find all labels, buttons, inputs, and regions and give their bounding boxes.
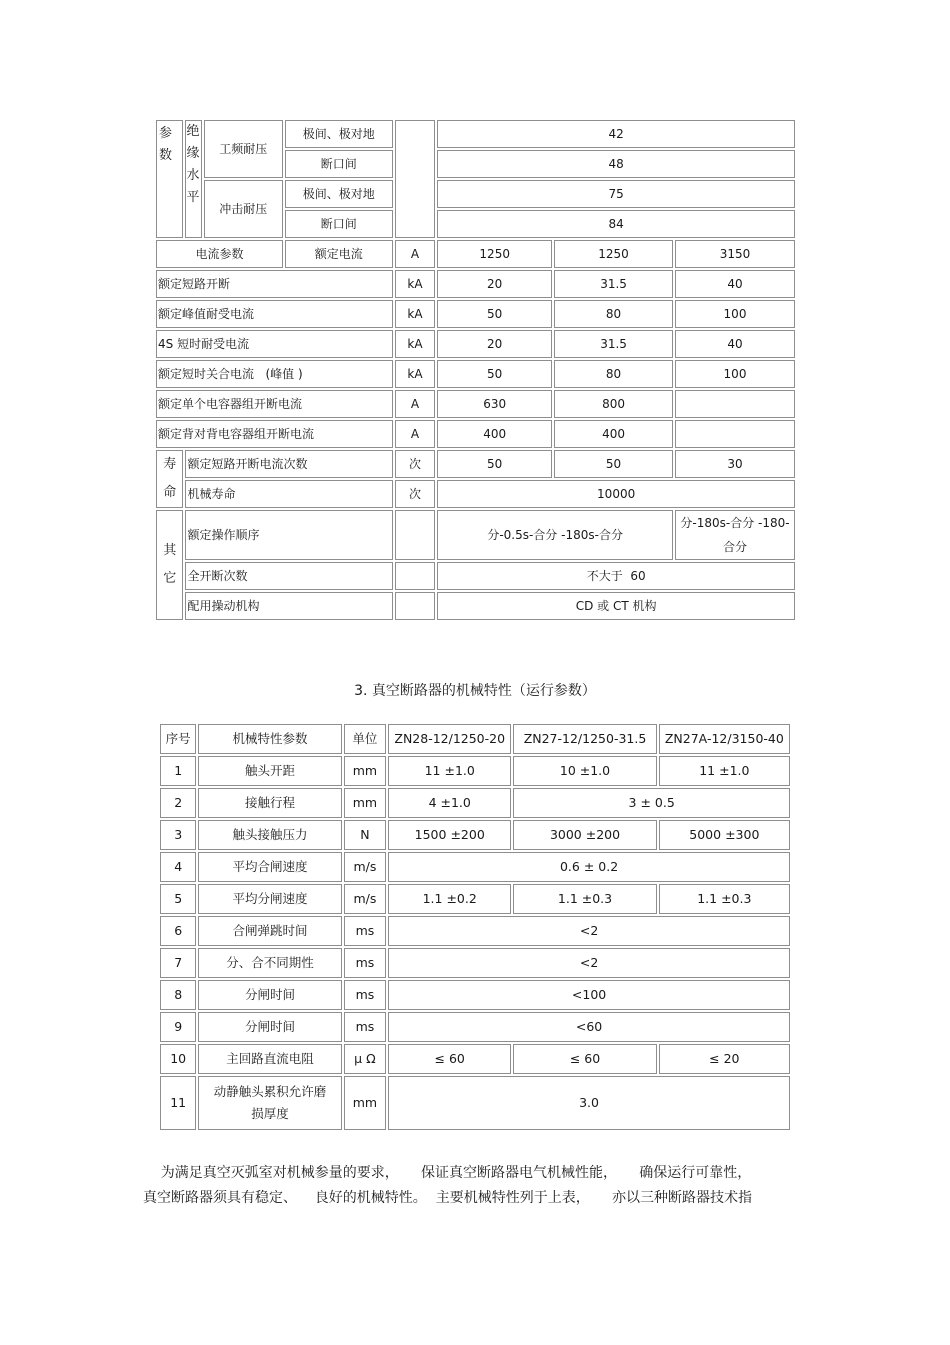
row-unit: A <box>395 240 436 268</box>
table-row <box>160 756 790 786</box>
row-unit: A <box>395 390 436 418</box>
row-name: 平均分闸速度 <box>198 884 341 914</box>
mechanical-characteristics-table <box>158 722 792 1132</box>
row-value: 3150 <box>675 240 795 268</box>
row-name: 额定背对背电容器组开断电流 <box>156 420 393 448</box>
other-label: 其 它 <box>156 510 183 620</box>
row-unit: 次 <box>395 450 436 478</box>
row-unit: kA <box>395 270 436 298</box>
row-no: 1 <box>160 756 196 786</box>
row-value: 30 <box>675 450 795 478</box>
row-value: 80 <box>554 300 673 328</box>
row-unit <box>395 562 436 590</box>
row-no: 2 <box>160 788 196 818</box>
row-value: 1250 <box>437 240 552 268</box>
row-unit: mm <box>344 788 386 818</box>
header-cell: ZN27A-12/3150-40 <box>659 724 790 754</box>
row-no: 4 <box>160 852 196 882</box>
row-name: 分闸时间 <box>198 1012 341 1042</box>
row-name: 机械寿命 <box>185 480 392 508</box>
row-value: 0.6 ± 0.2 <box>388 852 790 882</box>
row-value: ≤ 60 <box>388 1044 511 1074</box>
row-name: 分、合不同期性 <box>198 948 341 978</box>
row-value: 100 <box>675 300 795 328</box>
row-unit <box>395 510 436 560</box>
row-name: 主回路直流电阻 <box>198 1044 341 1074</box>
row-value: 800 <box>554 390 673 418</box>
header-cell: 单位 <box>344 724 386 754</box>
row-unit: ms <box>344 1012 386 1042</box>
row-unit: kA <box>395 360 436 388</box>
row-value: 1.1 ±0.2 <box>388 884 511 914</box>
header-cell: ZN28-12/1250-20 <box>388 724 511 754</box>
table-row <box>160 948 790 978</box>
row-value: 20 <box>437 270 552 298</box>
row-name: 动静触头累积允许磨 损厚度 <box>198 1076 341 1130</box>
row-value: 400 <box>554 420 673 448</box>
paragraph-line-2: 真空断路器须具有稳定、 良好的机械特性。 主要机械特性列于上表， 亦以三种断路器技术指 <box>143 1190 752 1206</box>
row-unit: ms <box>344 980 386 1010</box>
paragraph-line-1: 为满足真空灭弧室对机械参量的要求， 保证真空断路器电气机械性能， 确保运行可靠性， <box>143 1165 752 1181</box>
row-value: 11 ±1.0 <box>659 756 790 786</box>
row-value: 40 <box>675 270 795 298</box>
row-no: 7 <box>160 948 196 978</box>
row-value: 50 <box>437 450 552 478</box>
row-unit: ms <box>344 948 386 978</box>
row-name: 触头开距 <box>198 756 341 786</box>
row-unit: mm <box>344 1076 386 1130</box>
row-value: 50 <box>554 450 673 478</box>
full-break-value: 不大于 60 <box>437 562 795 590</box>
row-unit: m/s <box>344 852 386 882</box>
parameters-table <box>154 118 797 622</box>
param-label: 参 数 <box>156 120 183 238</box>
table-row <box>160 1012 790 1042</box>
row-value: 11 ±1.0 <box>388 756 511 786</box>
table-row <box>160 1076 790 1130</box>
row-name: 额定单个电容器组开断电流 <box>156 390 393 418</box>
op-seq-value-3: 分-180s-合分 -180- 合分 <box>675 510 795 560</box>
row-name: 额定短路开断 <box>156 270 393 298</box>
row-name: 额定短时关合电流 (峰值 ) <box>156 360 393 388</box>
header-cell: 机械特性参数 <box>198 724 341 754</box>
fracture-label: 断口间 <box>285 150 393 178</box>
pf-fracture-value: 48 <box>437 150 795 178</box>
row-value: 10 ±1.0 <box>513 756 656 786</box>
row-name: 分闸时间 <box>198 980 341 1010</box>
row-value: 31.5 <box>554 270 673 298</box>
row-unit: ms <box>344 916 386 946</box>
current-params-label: 电流参数 <box>156 240 283 268</box>
pole-label: 极间、极对地 <box>285 120 393 148</box>
imp-pole-value: 75 <box>437 180 795 208</box>
row-no: 5 <box>160 884 196 914</box>
row-value: <60 <box>388 1012 790 1042</box>
row-value: 630 <box>437 390 552 418</box>
table-row <box>160 1044 790 1074</box>
row-value: 3 ± 0.5 <box>513 788 790 818</box>
table-row <box>160 788 790 818</box>
row-value: 40 <box>675 330 795 358</box>
row-name: 接触行程 <box>198 788 341 818</box>
pf-pole-value: 42 <box>437 120 795 148</box>
header-cell: ZN27-12/1250-31.5 <box>513 724 656 754</box>
row-value <box>675 420 795 448</box>
row-value: 3000 ±200 <box>513 820 656 850</box>
row-value: <2 <box>388 948 790 978</box>
fracture-label: 断口间 <box>285 210 393 238</box>
row-no: 11 <box>160 1076 196 1130</box>
row-no: 10 <box>160 1044 196 1074</box>
row-no: 3 <box>160 820 196 850</box>
table-row <box>160 884 790 914</box>
row-value: 20 <box>437 330 552 358</box>
row-unit: 次 <box>395 480 436 508</box>
table-row <box>160 820 790 850</box>
row-name: 额定峰值耐受电流 <box>156 300 393 328</box>
row-name: 合闸弹跳时间 <box>198 916 341 946</box>
row-unit: mm <box>344 756 386 786</box>
table-caption: 3. 真空断路器的机械特性（运行参数） <box>354 683 596 699</box>
row-unit: kA <box>395 330 436 358</box>
row-name: 额定短路开断电流次数 <box>185 450 392 478</box>
header-cell: 序号 <box>160 724 196 754</box>
power-freq-label: 工频耐压 <box>204 120 283 178</box>
row-value: 50 <box>437 300 552 328</box>
row-value: <100 <box>388 980 790 1010</box>
row-name: 额定操作顺序 <box>185 510 392 560</box>
row-name: 4S 短时耐受电流 <box>156 330 393 358</box>
table-row <box>160 916 790 946</box>
row-name: 触头接触压力 <box>198 820 341 850</box>
row-unit: N <box>344 820 386 850</box>
row-value: 50 <box>437 360 552 388</box>
row-value: 4 ±1.0 <box>388 788 511 818</box>
row-value <box>675 390 795 418</box>
row-unit <box>395 592 436 620</box>
row-value: 1500 ±200 <box>388 820 511 850</box>
insulation-label: 绝 缘 水 平 <box>185 120 201 238</box>
row-name: 配用操动机构 <box>185 592 392 620</box>
row-value: 1.1 ±0.3 <box>513 884 656 914</box>
row-name: 平均合闸速度 <box>198 852 341 882</box>
life-label: 寿 命 <box>156 450 183 508</box>
row-value: ≤ 60 <box>513 1044 656 1074</box>
pole-label: 极间、极对地 <box>285 180 393 208</box>
row-value: 80 <box>554 360 673 388</box>
row-value: 3.0 <box>388 1076 790 1130</box>
row-unit: kA <box>395 300 436 328</box>
row-value: 100 <box>675 360 795 388</box>
table-row <box>160 852 790 882</box>
row-value: ≤ 20 <box>659 1044 790 1074</box>
unit-cell-empty <box>395 120 436 238</box>
row-value: 1.1 ±0.3 <box>659 884 790 914</box>
impulse-label: 冲击耐压 <box>204 180 283 238</box>
mechanism-value: CD 或 CT 机构 <box>437 592 795 620</box>
row-name: 全开断次数 <box>185 562 392 590</box>
row-unit: A <box>395 420 436 448</box>
table-row <box>160 980 790 1010</box>
row-name: 额定电流 <box>285 240 393 268</box>
op-seq-value: 分-0.5s-合分 -180s-合分 <box>437 510 673 560</box>
row-unit: μ Ω <box>344 1044 386 1074</box>
header-row <box>160 724 790 754</box>
row-value: 1250 <box>554 240 673 268</box>
row-value: <2 <box>388 916 790 946</box>
row-no: 9 <box>160 1012 196 1042</box>
row-no: 6 <box>160 916 196 946</box>
row-value: 10000 <box>437 480 795 508</box>
row-value: 5000 ±300 <box>659 820 790 850</box>
row-value: 31.5 <box>554 330 673 358</box>
row-value: 400 <box>437 420 552 448</box>
imp-fracture-value: 84 <box>437 210 795 238</box>
row-no: 8 <box>160 980 196 1010</box>
row-unit: m/s <box>344 884 386 914</box>
